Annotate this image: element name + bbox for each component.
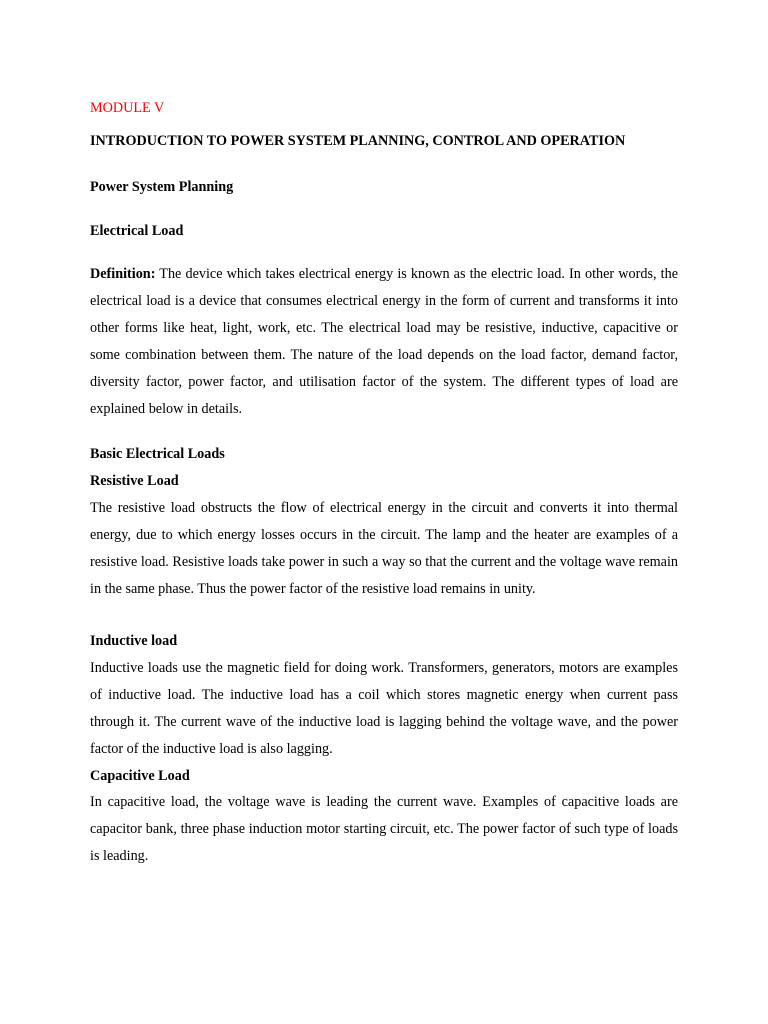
- definition-text: The device which takes electrical energy is known as the electric load. In other words, the electrical load is a device that consumes electrical energy in the form of current and transforms it into other forms like heat, light, work, etc. The electrical load may be resistive, inductive, capacitive or some combination between them. The nature of the load depends on the load factor, demand factor, diversity factor, power factor, and utilisation factor of the system. The different types of load are explained below in details.: [90, 266, 678, 417]
- inductive-load-heading: Inductive load: [90, 633, 178, 649]
- main-title: INTRODUCTION TO POWER SYSTEM PLANNING, CONTROL AND OPERATION: [90, 133, 626, 149]
- definition-paragraph: [90, 261, 678, 423]
- capacitive-load-heading: Capacitive Load: [90, 768, 190, 784]
- definition-label: Definition:: [90, 266, 156, 282]
- resistive-load-paragraph: The resistive load obstructs the flow of electrical energy in the circuit and converts it into thermal energy, due to which energy losses occurs in the circuit. The lamp and the heater are examples of a resistive load. Resistive loads take power in such a way so that the current and the voltage wave remain in the same phase. Thus the power factor of the resistive load remains in unity.: [90, 500, 678, 597]
- resistive-load-heading: Resistive Load: [90, 473, 179, 489]
- basic-loads-heading: Basic Electrical Loads: [90, 446, 225, 462]
- subsection-heading: Electrical Load: [90, 223, 184, 239]
- inductive-load-paragraph: Inductive loads use the magnetic field for doing work. Transformers, generators, motors are examples of inductive load. The inductive load has a coil which stores magnetic energy when current pass through it. The current wave of the inductive load is lagging behind the voltage wave, and the power factor of the inductive load is also lagging.: [90, 660, 678, 757]
- section-heading: Power System Planning: [90, 179, 234, 195]
- module-label: MODULE V: [90, 100, 165, 116]
- capacitive-load-paragraph: In capacitive load, the voltage wave is leading the current wave. Examples of capacitive loads are capacitor bank, three phase induction motor starting circuit, etc. The power factor of such type of loads is leading.: [90, 794, 678, 864]
